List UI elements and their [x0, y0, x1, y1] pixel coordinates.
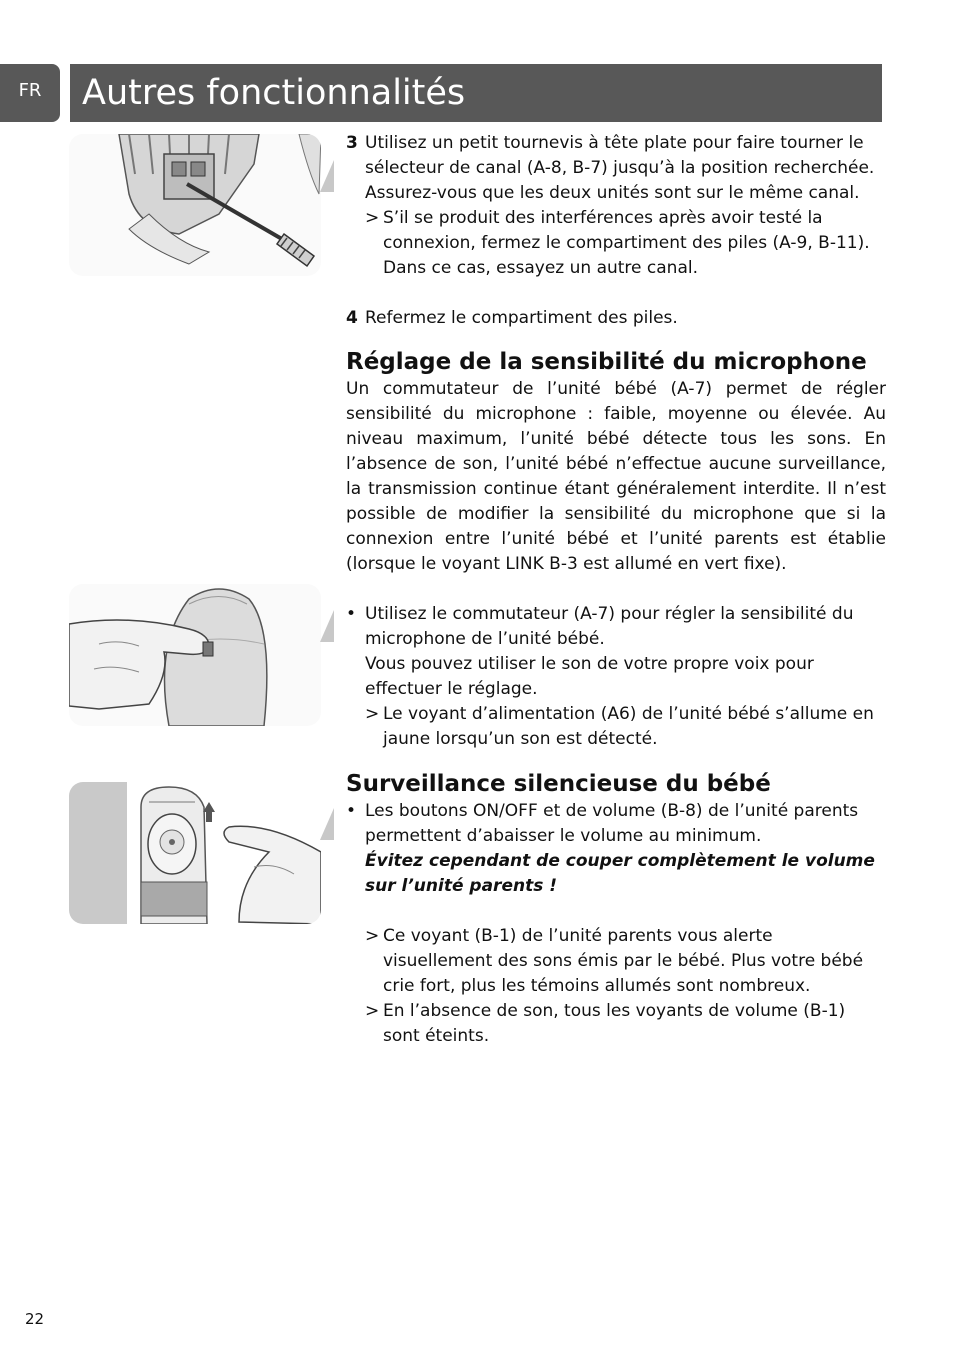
section-paragraph: Un commutateur de l’unité bébé (A-7) permet de régler sensibilité du microphone : faible, moyenne ou élevée. Au niveau maximum, l’unité bébé détecte tous les sons. En l’absence de son, l’unité bébé n’effectue aucune surveillance, la transmission continue étant généralement interdite. Il n’est possible de modifier la sensibilité du microphone que si la connexion entre l’unité bébé et l’unité parents est établie (lorsque le voyant LINK B-3 est allumé en vert fixe). — [346, 379, 886, 574]
margin-arrow-icon — [320, 808, 334, 840]
microphone-switch-illustration — [69, 584, 321, 726]
result-text: Le voyant d’alimentation (A6) de l’unité bébé s’allume en jaune lorsqu’un son est détecté. — [383, 704, 874, 749]
result-marker: > — [365, 208, 380, 228]
bullet-text: Utilisez le commutateur (A-7) pour régler la sensibilité du microphone de l’unité bébé. — [365, 604, 854, 649]
result-item — [346, 999, 886, 1049]
bullet-result — [346, 702, 886, 752]
parent-unit-illustration — [69, 782, 321, 924]
result-item — [346, 924, 886, 999]
channel-steps — [346, 131, 886, 331]
bullet-note: Vous pouvez utiliser le son de votre propre voix pour effectuer le réglage. — [365, 654, 814, 699]
step-text: Utilisez un petit tournevis à tête plate pour faire tourner le sélecteur de canal (A-8, B-7) jusqu’à la position recherchée. Assurez-vous que les deux unités sont sur le même canal. — [365, 133, 875, 203]
screwdriver-illustration — [69, 134, 321, 276]
result-text: S’il se produit des interférences après avoir testé la connexion, fermez le compartiment des piles (A-9, B-11). Dans ce cas, essayez un autre canal. — [383, 208, 870, 278]
margin-arrow-icon — [320, 160, 334, 192]
page-number: 22 — [25, 1310, 45, 1328]
bullet-text: Les boutons ON/OFF et de volume (B-8) de l’unité parents permettent d’abaisser le volume au minimum. — [365, 801, 859, 846]
result-marker: > — [365, 1001, 380, 1021]
step-3 — [346, 131, 886, 206]
section-heading: Surveillance silencieuse du bébé — [346, 771, 771, 797]
bullet-marker: • — [346, 604, 357, 624]
step-text: Refermez le compartiment des piles. — [365, 308, 678, 328]
margin-arrow-icon — [320, 610, 334, 642]
page-title: Autres fonctionnalités — [70, 64, 882, 122]
result-text: En l’absence de son, tous les voyants de volume (B-1) sont éteints. — [383, 1001, 846, 1046]
bullet-marker: • — [346, 801, 357, 821]
result-marker: > — [365, 926, 380, 946]
result-text: Ce voyant (B-1) de l’unité parents vous alerte visuellement des sons émis par le bébé. Plus votre bébé crie fort, plus les témoins allumés sont nombreux. — [383, 926, 864, 996]
step-number: 4 — [346, 308, 358, 328]
step-number: 3 — [346, 133, 358, 153]
warning-text: Évitez cependant de couper complètement le volume sur l’unité parents ! — [365, 851, 875, 896]
language-tab: FR — [0, 64, 60, 122]
sensitivity-section — [346, 347, 886, 752]
section-heading: Réglage de la sensibilité du microphone — [346, 349, 867, 375]
bullet-item — [346, 602, 886, 652]
result-marker: > — [365, 704, 380, 724]
step-4 — [346, 306, 886, 331]
silent-monitoring-section — [346, 769, 886, 1049]
step-3-result — [346, 206, 886, 281]
bullet-item — [346, 799, 886, 849]
